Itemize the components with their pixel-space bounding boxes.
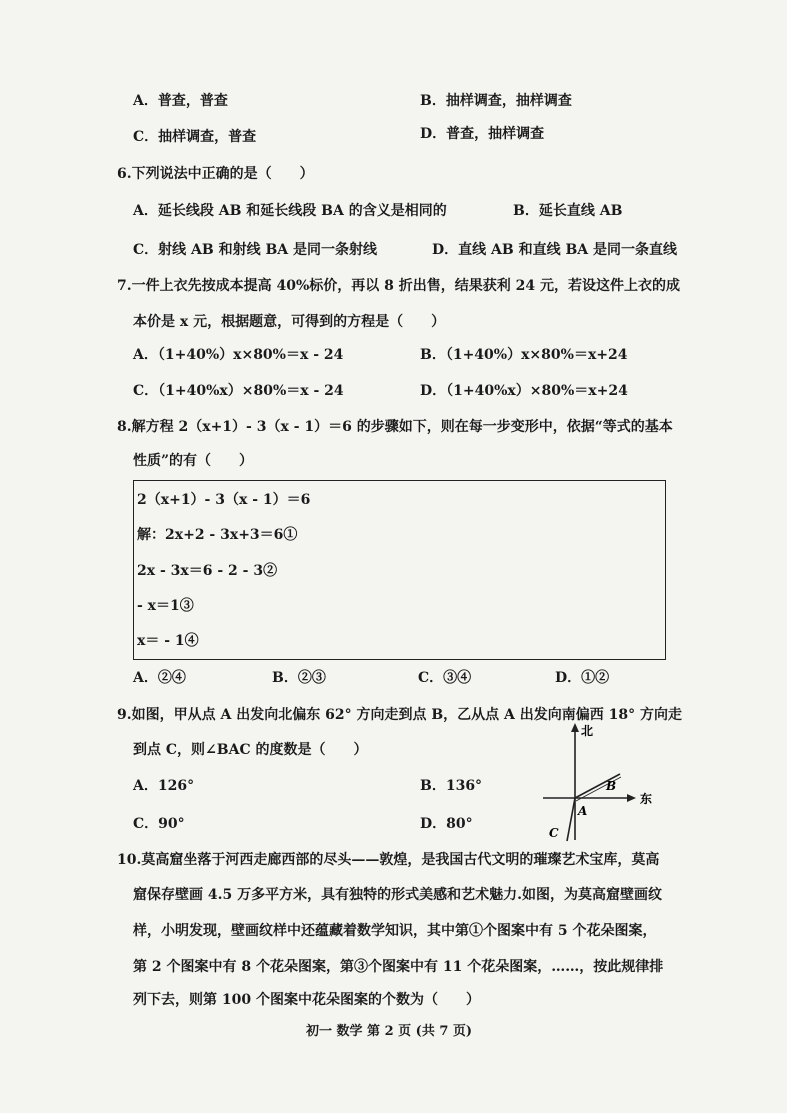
point-c-label: C	[549, 826, 559, 840]
q8-option-d: D．①②	[555, 670, 610, 686]
q9-stem-line1: 9.如图，甲从点 A 出发向北偏东 62° 方向走到点 B，乙从点 A 出发向南偏西 18° 方向走	[117, 707, 683, 723]
q6-option-a: A．延长线段 AB 和延长线段 BA 的含义是相同的	[133, 203, 447, 219]
north-label: 北	[581, 724, 594, 738]
q6-option-b: B．延长直线 AB	[513, 203, 623, 219]
q7-option-d: D．（1+40%x）×80%＝x+24	[420, 383, 628, 399]
q6-option-c: C．射线 AB 和射线 BA 是同一条射线	[133, 242, 378, 258]
q5-option-d: D．普查，抽样调查	[420, 126, 545, 142]
solution-step-3: - x＝1③	[137, 598, 194, 614]
point-b-label: B	[606, 779, 617, 793]
q9-option-b: B．136°	[420, 778, 483, 794]
q6-stem: 6.下列说法中正确的是（ ）	[117, 166, 314, 182]
east-label: 东	[640, 792, 653, 806]
q8-stem-line2: 性质”的有（ ）	[133, 453, 254, 469]
q9-option-a: A．126°	[133, 778, 195, 794]
q7-stem-line2: 本价是 x 元，根据题意，可得到的方程是（ ）	[133, 314, 446, 330]
q9-option-c: C．90°	[133, 816, 185, 832]
q10-line2: 窟保存壁画 4.5 万多平方米，具有独特的形式美感和艺术魅力.如图，为莫高窟壁画纹	[133, 887, 662, 903]
q6-option-d: D．直线 AB 和直线 BA 是同一条直线	[432, 242, 678, 258]
q10-line1: 10.莫高窟坐落于河西走廊西部的尽头——敦煌，是我国古代文明的璀璨艺术宝库，莫高	[117, 852, 660, 868]
q8-option-c: C．③④	[418, 670, 472, 686]
q9-stem-line2: 到点 C，则∠BAC 的度数是（ ）	[133, 742, 368, 758]
q9-option-d: D．80°	[420, 816, 473, 832]
q8-option-a: A．②④	[133, 670, 186, 686]
ray-ac	[567, 798, 575, 841]
q10-line5: 列下去，则第 100 个图案中花朵图案的个数为（ ）	[133, 992, 480, 1008]
solution-step-4: x＝ - 1④	[137, 633, 199, 649]
q5-option-a: A．普查，普查	[133, 93, 228, 109]
solution-step-1: 解：2x+2 - 3x+3＝6①	[137, 527, 298, 543]
q5-option-b: B．抽样调查，抽样调查	[420, 93, 572, 109]
east-arrowhead	[627, 794, 636, 802]
q10-line3: 样，小明发现，壁画纹样中还蕴藏着数学知识，其中第①个图案中有 5 个花朵图案，	[133, 923, 657, 939]
q7-option-b: B．（1+40%）x×80%＝x+24	[420, 347, 628, 363]
q8-stem-line1: 8.解方程 2（x+1）- 3（x - 1）＝6 的步骤如下，则在每一步变形中，依据“等式的基本	[117, 419, 673, 435]
q5-option-c: C．抽样调查，普查	[133, 129, 257, 145]
page-footer: 初一 数学 第 2 页 (共 7 页)	[306, 1024, 473, 1039]
q7-stem-line1: 7.一件上衣先按成本提高 40%标价，再以 8 折出售，结果获利 24 元，若设这件上衣的成	[117, 278, 680, 294]
q7-option-a: A．（1+40%）x×80%＝x - 24	[133, 347, 344, 363]
solution-step-2: 2x - 3x＝6 - 2 - 3②	[137, 563, 278, 579]
q7-option-c: C．（1+40%x）×80%＝x - 24	[133, 383, 344, 399]
q8-option-b: B．②③	[272, 670, 326, 686]
point-a-label: A	[578, 804, 588, 818]
solution-steps-box	[133, 480, 666, 660]
north-arrowhead	[571, 723, 579, 732]
direction-figure	[535, 720, 665, 845]
solution-step-0: 2（x+1）- 3（x - 1）＝6	[137, 492, 311, 508]
q10-line4: 第 2 个图案中有 8 个花朵图案，第③个图案中有 11 个花朵图案，……，按此规律排	[133, 959, 664, 975]
